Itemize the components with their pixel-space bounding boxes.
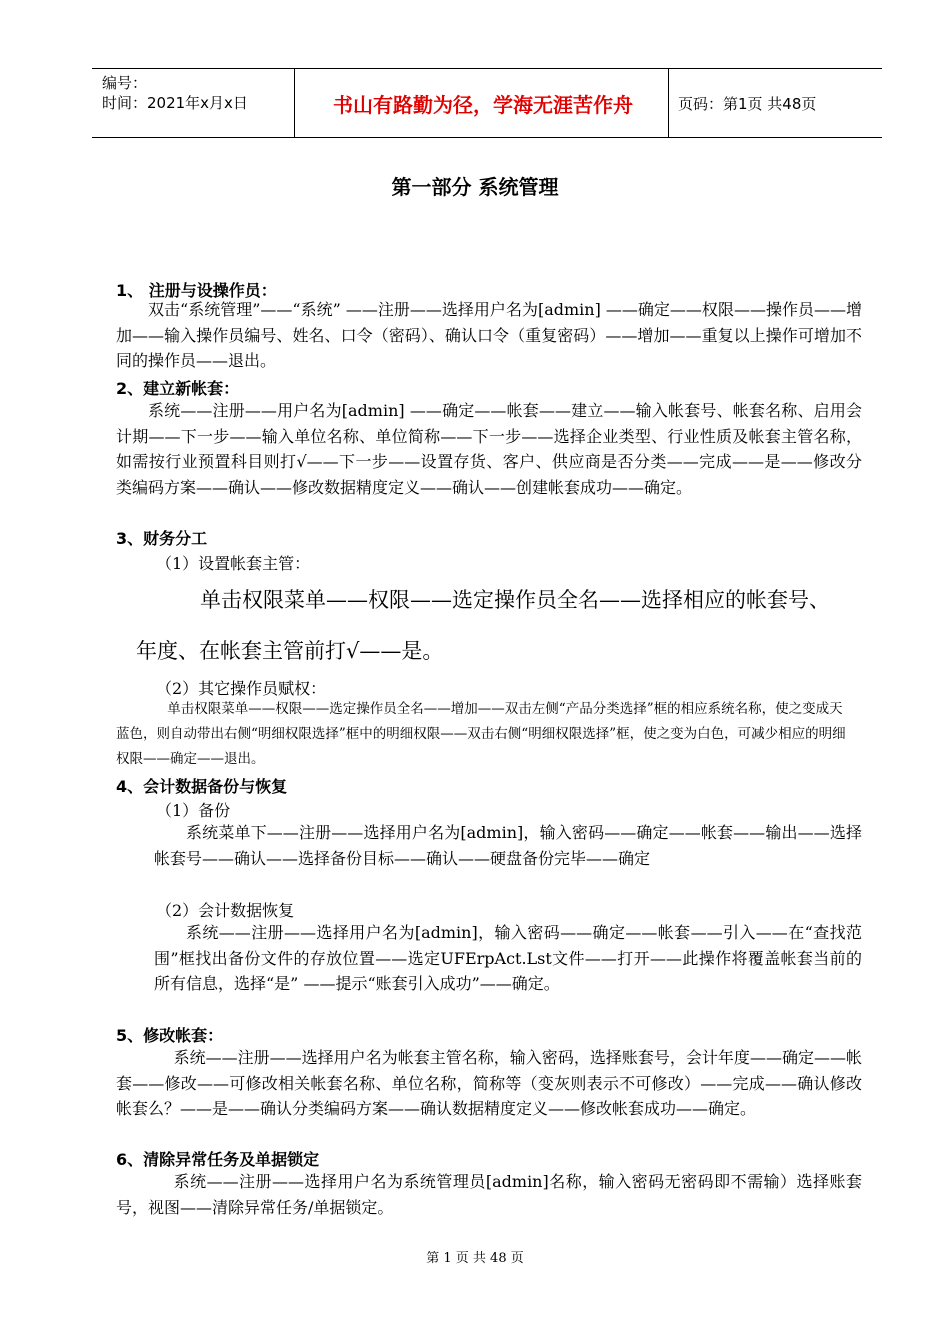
page-footer: 第 1 页 共 48 页 [426, 1251, 524, 1266]
section-3-heading: 3、财务分工 [116, 529, 208, 548]
header-divider [294, 69, 295, 137]
section-4-body-1: 系统菜单下——注册——选择用户名为[admin]，输入密码——确定——帐套——输出——选择帐套号——确认——选择备份目标——确认——硬盘备份完毕——确定 [154, 823, 862, 868]
section-6-body: 系统——注册——选择用户名为系统管理员[admin]名称，输入密码无密码即不需输）选择账套号，视图——清除异常任务/单据锁定。 [116, 1172, 862, 1217]
section-5-body: 系统——注册——选择用户名为帐套主管名称，输入密码，选择账套号，会计年度——确定——帐套——修改——可修改相关帐套名称、单位名称，简称等（变灰则表示不可修改）——完成——确认修改帐套么？——是——确认分类编码方案——确认数据精度定义——修改帐套成功——确定。 [116, 1048, 862, 1118]
header-meta [102, 73, 248, 113]
section-2-body: 系统——注册——用户名为[admin] ——确定——帐套——建立——输入帐套号、帐套名称、启用会计期——下一步——输入单位名称、单位简称——下一步——选择企业类型、行业性质及帐套主管名称，如需按行业预置科目则打√——下一步——设置存货、客户、供应商是否分类——完成——是——修改分类编码方案——确认——修改数据精度定义——确认——创建帐套成功——确定。 [116, 401, 862, 497]
page-header-table [92, 68, 882, 138]
header-time-label: 时间：2021年x月x日 [102, 94, 248, 112]
section-4-sub-2: （2）会计数据恢复 [156, 901, 295, 920]
section-3-large-line-2: 年度、在帐套主管前打√——是。 [136, 639, 444, 663]
section-1-heading: 1、 注册与设操作员： [116, 281, 277, 300]
section-4-body-2: 系统——注册——选择用户名为[admin]，输入密码——确定——帐套——引入——在“查找范围”框找出备份文件的存放位置——选定UFErpAct.Lst文件——打开——此操作将覆盖帐套当前的所有信息，选择“是” ——提示“账套引入成功”——确定。 [154, 923, 862, 993]
section-5-heading: 5、修改帐套： [116, 1026, 224, 1045]
section-3-sub-2: （2）其它操作员赋权： [156, 679, 327, 698]
section-4-heading: 4、会计数据备份与恢复 [116, 777, 288, 796]
section-3-small-body: 单击权限菜单——权限——选定操作员全名——增加——双击左侧“产品分类选择”框的相应系统名称，使之变成天蓝色，则自动带出右侧“明细权限选择”框中的明细权限——双击右侧“明细权限选择”框，使之变为白色，可减少相应的明细权限——确定——退出。 [116, 701, 846, 767]
section-4-sub-1: （1）备份 [156, 801, 231, 820]
section-1-body: 双击“系统管理”——“系统” ——注册——选择用户名为[admin] ——确定——权限——操作员——增加——输入操作员编号、姓名、口令（密码）、确认口令（重复密码）——增加——重复以上操作可增加不同的操作员——退出。 [116, 300, 862, 370]
header-number-label: 编号： [102, 74, 148, 92]
section-3-sub-1: （1）设置帐套主管： [156, 554, 311, 573]
header-page-info: 页码：第1页 共48页 [678, 95, 817, 113]
section-2-heading: 2、建立新帐套： [116, 379, 240, 398]
section-6-heading: 6、清除异常任务及单据锁定 [116, 1150, 320, 1169]
header-motto: 书山有路勤为径，学海无涯苦作舟 [333, 93, 633, 117]
page-title: 第一部分 系统管理 [391, 175, 559, 199]
section-3-large-line-1: 单击权限菜单——权限——选定操作员全名——选择相应的帐套号、 [200, 588, 830, 612]
